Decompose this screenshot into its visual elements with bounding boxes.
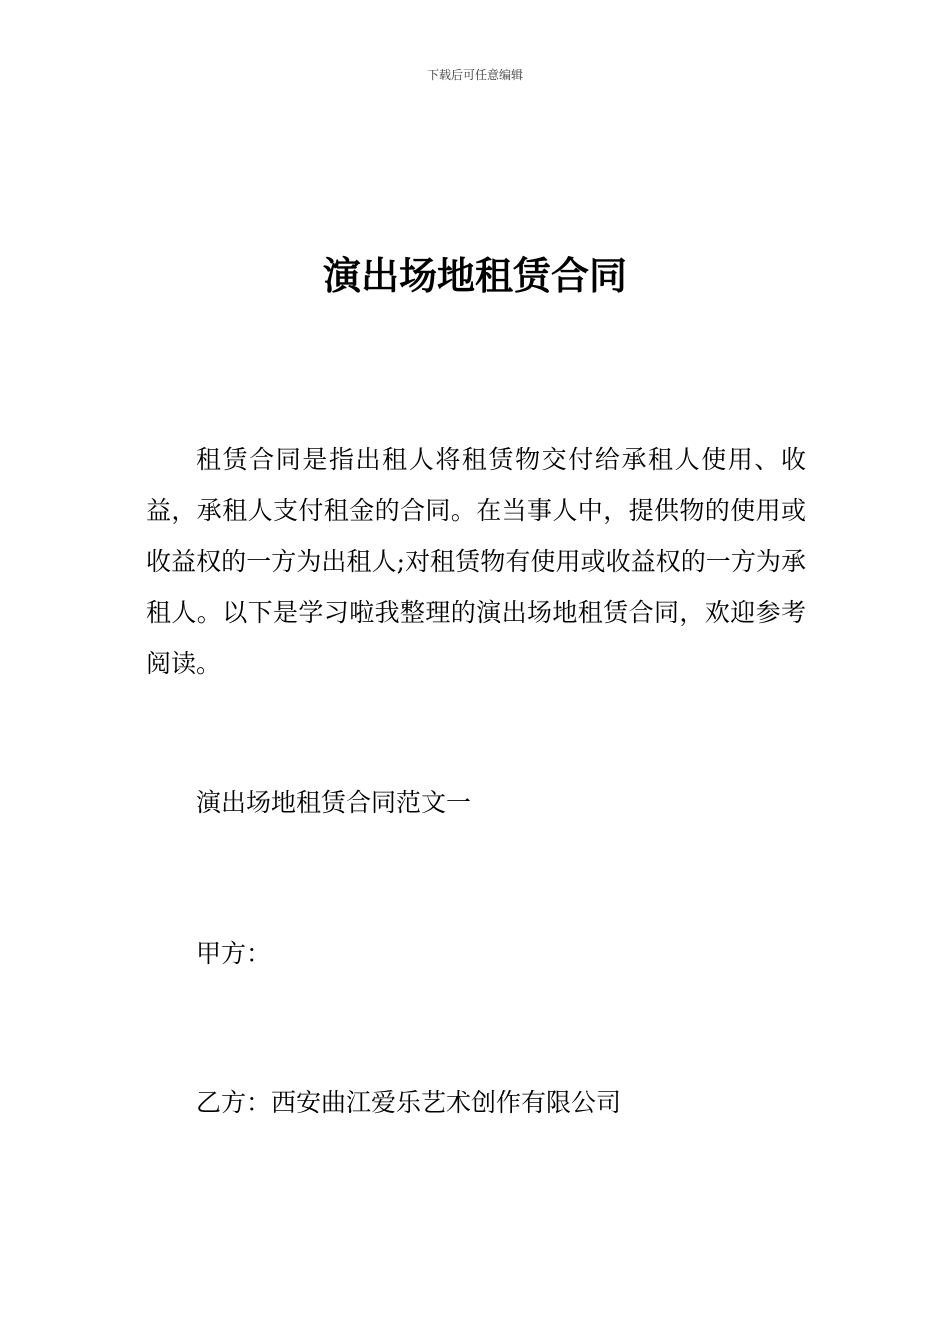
party-a-line: 甲方： [196,939,272,968]
party-b-line: 乙方：西安曲江爱乐艺术创作有限公司 [196,1088,622,1117]
header-note: 下载后可任意编辑 [426,68,523,82]
document-title: 演出场地租赁合同 [322,254,627,298]
intro-paragraph: 租赁合同是指出租人将租赁物交付给承租人使用、收益，承租人支付租金的合同。在当事人中，提供物的使用或收益权的一方为出租人;对租赁物有使用或收益权的一方为承租人。以下是学习啦我整理的演出场地租赁合同，欢迎参考阅读。 [146,445,806,678]
section-subheading: 演出场地租赁合同范文一 [196,788,472,817]
